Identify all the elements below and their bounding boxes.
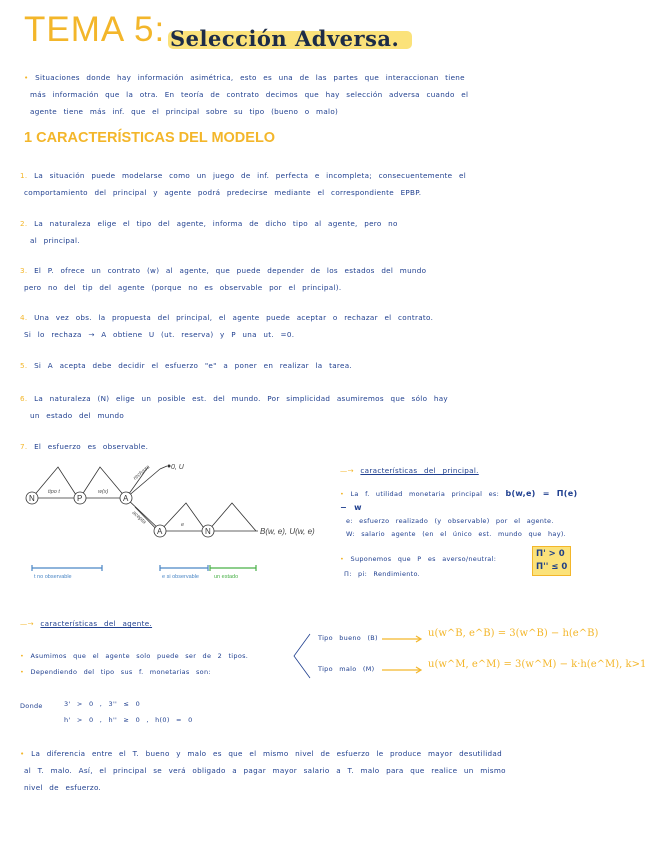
intro-line-3: agente tiene más inf. que el principal sobre su tipo (bueno o malo)	[30, 107, 339, 116]
node-p-label: P	[77, 494, 83, 503]
page-subtitle: Selección Adversa.	[170, 26, 400, 51]
intro-bullet: •	[24, 73, 29, 82]
intro-paragraph	[24, 69, 584, 120]
game-tree-diagram	[20, 455, 340, 585]
item-text: El esfuerzo es observable.	[34, 442, 149, 451]
final-payoff: B(w, e), U(w, e)	[260, 527, 315, 536]
principal-w-def: W: salario agente (en el único est. mundo que hay).	[346, 530, 567, 538]
final-line-1: La diferencia entre el T. bueno y malo es que el mismo nivel de esfuerzo le produce mayor desutilidad	[31, 749, 502, 758]
principal-section: —→ características del principal. • La f. utilidad monetaria principal es: b(w,e) = Π(e) − w e: esfuerzo realizado (y observable) por el agente. W: salario agente (en el único est. mundo que hay).	[340, 462, 590, 541]
item-6	[20, 390, 585, 424]
tree-fan-n2	[208, 503, 256, 531]
item-4	[20, 309, 585, 343]
final-line-2: al T. malo. Así, el principal se verá obligado a pagar mayor salario a T. malo para que realice un mismo	[24, 766, 506, 775]
item-number: 4.	[20, 313, 28, 322]
principal-heading: características del principal.	[360, 466, 479, 475]
item-number: 7.	[20, 442, 28, 451]
item-number: 1.	[20, 171, 28, 180]
section-title: 1 CARACTERÍSTICAS DEL MODELO	[24, 130, 276, 146]
item-text: Si lo rechaza → A obtiene U (ut. reserva) y P una ut. =0.	[24, 330, 295, 339]
edge-tipo-label: tipo t	[48, 489, 60, 495]
node-a-label: A	[123, 494, 129, 503]
edge-e-label: e	[181, 522, 185, 528]
box-line-1: Π' > 0	[536, 549, 565, 559]
principal-assumption: • Suponemos que P es averso/neutral:	[340, 555, 497, 563]
principal-utility-text: La f. utilidad monetaria principal es:	[350, 490, 500, 498]
item-text: La naturaleza elige el tipo del agente, informa de dicho tipo al agente, pero no	[34, 219, 398, 228]
final-paragraph: • La diferencia entre el T. bueno y malo es que el mismo nivel de esfuerzo le produce mayor desutilidad al T. malo. Así, el principal se verá obligado a pagar mayor salario a T. malo para que realice un mismo nivel de esfuerzo.	[20, 745, 585, 796]
item-number: 5.	[20, 361, 28, 370]
agent-bullet-1-text: Asumimos que el agente solo puede ser de 2 tipos.	[30, 652, 249, 660]
agent-bullet-1: • Asumimos que el agente solo puede ser de 2 tipos.	[20, 652, 249, 660]
principal-e-def: e: esfuerzo realizado (y observable) por el agente.	[346, 517, 554, 525]
label-un-estado: un estado	[214, 574, 239, 580]
node-n-label: N	[29, 494, 35, 503]
agent-heading-row: —→ características del agente.	[20, 619, 153, 628]
item-text: un estado del mundo	[30, 411, 125, 420]
principal-box	[532, 546, 571, 576]
box-line-2: Π'' ≤ 0	[536, 562, 568, 572]
donde-condition-2: h' > 0 , h'' ≥ 0 , h(0) = 0	[64, 716, 193, 724]
item-text: La naturaleza (N) elige un posible est. del mundo. Por simplicidad asumiremos que sólo hay	[34, 394, 448, 403]
principal-assumption-text: Suponemos que P es averso/neutral:	[350, 555, 497, 563]
donde-condition-1: 3' > 0 , 3'' ≤ 0	[64, 700, 141, 708]
edge-w-label: w(x)	[98, 489, 109, 495]
intro-line-2: más información que la otra. En teoría de contrato decimos que hay selección adversa cuando el	[30, 90, 469, 99]
item-1	[20, 167, 585, 201]
item-7	[20, 438, 585, 455]
item-5	[20, 357, 585, 374]
principal-pi-def: Π: pi: Rendimiento.	[344, 570, 421, 578]
item-3	[20, 262, 585, 296]
u-malo-formula: u(w^M, e^M) = 3(w^M) − k·h(e^M), k>1	[428, 659, 646, 670]
item-number: 2.	[20, 219, 28, 228]
node-a2-label: A	[157, 527, 163, 536]
tipo-bueno-label: Tipo bueno (B)	[318, 634, 378, 642]
item-text: pero no del tip del agente (porque no es observable por el principal).	[24, 283, 342, 292]
item-text: comportamiento del principal y agente podrá predecirse mediante el correspondiente EPBP.	[24, 188, 422, 197]
node-n2-label: N	[205, 527, 211, 536]
page-title: TEMA 5:	[24, 10, 166, 49]
edge-acepta-label: acepta	[130, 510, 147, 526]
reject-payoff: 0, U	[171, 464, 184, 471]
item-number: 3.	[20, 266, 28, 275]
item-text: El P. ofrece un contrato (w) al agente, que puede depender de los estados del mundo	[34, 266, 427, 275]
edge-rechaza-label: rechaza	[132, 464, 152, 482]
item-text: Si A acepta debe decidir el esfuerzo "e" a poner en realizar la tarea.	[34, 361, 353, 370]
label-observable: e si observable	[162, 574, 199, 580]
u-bueno-formula: u(w^B, e^B) = 3(w^B) − h(e^B)	[428, 628, 599, 639]
label-no-observable: t no observable	[34, 574, 72, 580]
agent-bullet-2-text: Dependiendo del tipo sus f. monetarias son:	[30, 668, 211, 676]
intro-line-1: Situaciones donde hay información asimétrica, esto es una de las partes que interaccionan tiene	[35, 73, 465, 82]
principal-utility-formula: b(w,e) = Π(e) − w	[340, 489, 578, 512]
agent-bullet-2: • Dependiendo del tipo sus f. monetarias son:	[20, 668, 211, 676]
donde-label: Donde	[20, 702, 43, 710]
item-text: La situación puede modelarse como un juego de inf. perfecta e incompleta; consecuentemente el	[34, 171, 466, 180]
item-text: Una vez obs. la propuesta del principal, el agente puede aceptar o rechazar el contrato.	[34, 313, 434, 322]
item-number: 6.	[20, 394, 28, 403]
final-line-3: nivel de esfuerzo.	[24, 783, 102, 792]
item-2	[20, 215, 585, 249]
item-text: al principal.	[30, 236, 80, 245]
principal-utility: • La f. utilidad monetaria principal es: b(w,e) = Π(e) − w	[340, 489, 578, 512]
tipo-malo-label: Tipo malo (M)	[318, 665, 375, 673]
agent-heading: características del agente.	[40, 619, 153, 628]
